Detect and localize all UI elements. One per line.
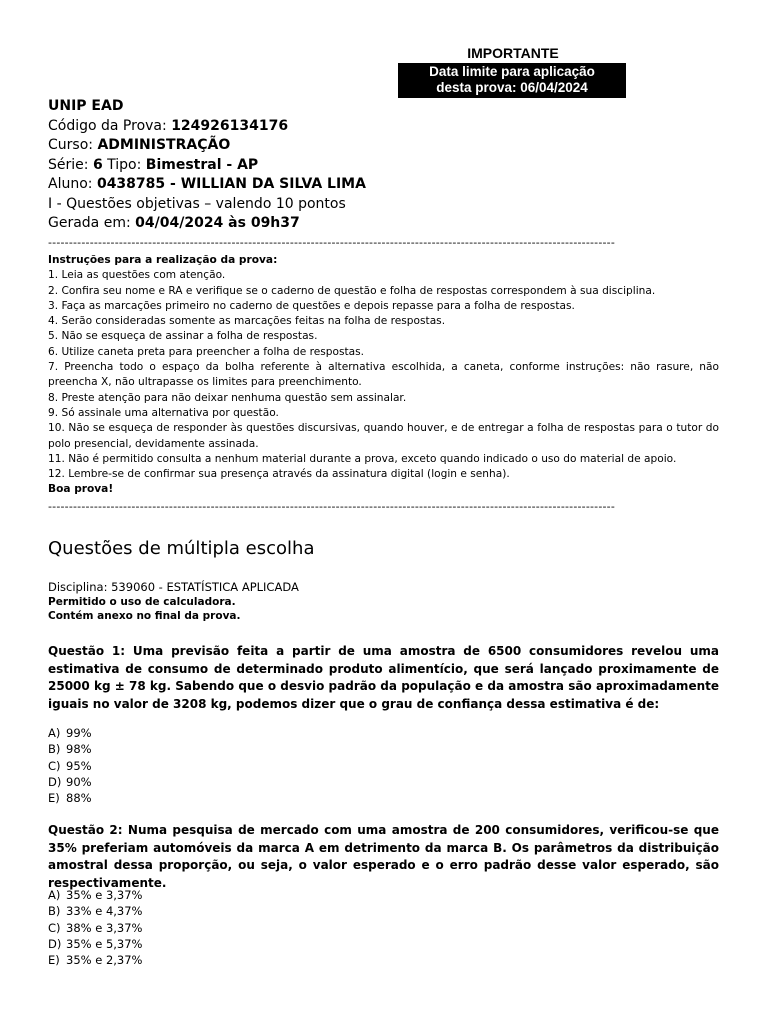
exam-type: Bimestral - AP [145, 156, 259, 173]
instruction-item: 11. Não é permitido consulta a nenhum material durante a prova, exceto quando indicado o uso do material de apoio. [48, 452, 677, 465]
annex-note: Contém anexo no final da prova. [48, 610, 241, 622]
instruction-item: 8. Preste atenção para não deixar nenhuma questão sem assinalar. [48, 391, 407, 404]
separator-top: ---------------------------------------------------------------------------------------------------------------------------------------- [48, 237, 616, 249]
option-c[interactable]: C) 38% e 3,37% [48, 920, 143, 935]
student-line: Aluno: 0438785 - WILLIAN DA SILVA LIMA [48, 176, 366, 192]
series-line: Série: 6 Tipo: Bimestral - AP [48, 156, 259, 173]
discipline: Disciplina: 539060 - ESTATÍSTICA APLICADA [48, 580, 299, 594]
option-b[interactable]: B) 98% [48, 742, 92, 757]
deadline-notice [398, 63, 626, 98]
questions-info: I - Questões objetivas – valendo 10 pontos [48, 195, 346, 212]
instructions-closing: Boa prova! [48, 483, 114, 496]
series: 6 [92, 156, 103, 173]
instruction-item: 9. Só assinale uma alternativa por questão. [48, 406, 279, 419]
option-d[interactable]: D) 35% e 5,37% [48, 936, 143, 951]
option-d[interactable]: D) 90% [48, 774, 92, 789]
instructions-title: Instruções para a realização da prova: [48, 254, 278, 266]
course-line: Curso: ADMINISTRAÇÃO [48, 137, 231, 153]
calculator-note: Permitido o uso de calculadora. [48, 596, 236, 608]
option-e[interactable]: E) 88% [48, 791, 92, 806]
discipline-block [48, 580, 299, 623]
generated-line: Gerada em: 04/04/2024 às 09h37 [48, 215, 300, 231]
option-c[interactable]: C) 95% [48, 758, 92, 773]
instruction-item: 2. Confira seu nome e RA e verifique se o caderno de questão e folha de respostas correspondem à sua disciplina. [48, 284, 656, 297]
exam-code-line: Código da Prova: 124926134176 [48, 117, 289, 134]
option-b[interactable]: B) 33% e 4,37% [48, 904, 143, 919]
separator-bottom: ---------------------------------------------------------------------------------------------------------------------------------------- [48, 501, 616, 513]
question-1: Questão 1: Uma previsão feita a partir de uma amostra de 6500 consumidores revelou uma estimativa de consumo de determinado produto alimentício, que será lançado proximamente de 25000 kg ± 78 kg. Sabendo que o desvio padrão da população e da amostra são aproximadamente iguais no valor de 3208 kg, podemos dizer que o grau de confiança dessa estimativa é de: [48, 644, 719, 711]
instruction-item: 4. Serão consideradas somente as marcações feitas na folha de respostas. [48, 315, 446, 328]
notice-title: IMPORTANTE [467, 45, 559, 61]
question-2: Questão 2: Numa pesquisa de mercado com uma amostra de 200 consumidores, verificou-se que 35% preferiam automóveis da marca A em detrimento da marca B. Os parâmetros da distribuição amostral dessa proporção, ou seja, o valor esperado e o erro padrão desse valor esperado, são respectivamente. [48, 823, 719, 890]
option-a[interactable]: A) 35% e 3,37% [48, 888, 143, 902]
option-e[interactable]: E) 35% e 2,37% [48, 953, 143, 968]
instruction-item: 7. Preencha todo o espaço da bolha referente à alternativa escolhida, a caneta, conforme instruções: não rasure, não preencha X, não ultrapasse os limites para preenchimento. [48, 361, 719, 389]
deadline-line-1: Data limite para aplicação [429, 64, 595, 79]
question-1-options [48, 725, 92, 806]
instruction-item: 12. Lembre-se de confirmar sua presença através da assinatura digital (login e senha). [48, 468, 510, 481]
exam-header [48, 97, 366, 234]
instruction-item: 3. Faça as marcações primeiro no caderno de questões e depois repasse para a folha de respostas. [48, 299, 575, 312]
question-2-options [48, 887, 142, 968]
instruction-item: 6. Utilize caneta preta para preencher a folha de respostas. [48, 345, 365, 358]
exam-code: 124926134176 [171, 117, 289, 134]
section-title: Questões de múltipla escolha [48, 538, 315, 559]
generated-date: 04/04/2024 às 09h37 [135, 215, 300, 231]
instruction-item: 10. Não se esqueça de responder às questões discursivas, quando houver, e de entregar a folha de respostas para o tutor do polo presencial, devidamente assinada. [48, 422, 719, 450]
course: ADMINISTRAÇÃO [97, 137, 231, 153]
instruction-item: 5. Não se esqueça de assinar a folha de respostas. [48, 330, 318, 343]
instructions [48, 253, 719, 498]
instruction-item: 1. Leia as questões com atenção. [48, 269, 226, 282]
student: 0438785 - WILLIAN DA SILVA LIMA [96, 176, 366, 192]
deadline-line-2: desta prova: 06/04/2024 [436, 80, 588, 95]
option-a[interactable]: A) 99% [48, 726, 92, 740]
institution: UNIP EAD [48, 98, 124, 114]
